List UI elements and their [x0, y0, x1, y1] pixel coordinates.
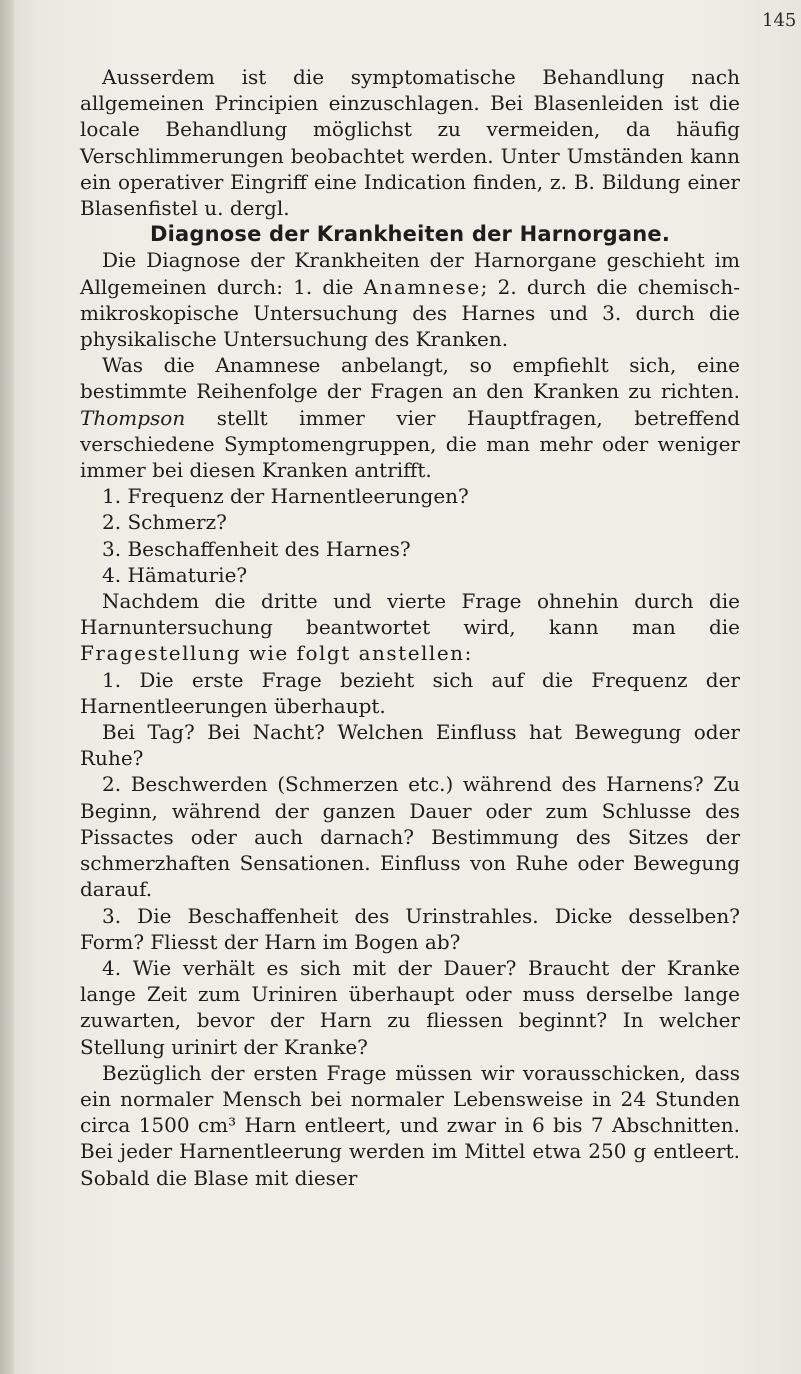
setup-text-start: Nachdem die dritte und vierte Frage ohnehin durch die Harnuntersuchung beantwortet wird, kann man die	[80, 589, 740, 640]
author-name: Thompson	[80, 405, 186, 430]
question-1-paragraph: 1. Die erste Frage bezieht sich auf die Frequenz der Harnentleerungen überhaupt.	[80, 667, 740, 718]
question-list-item: 4. Hämaturie?	[102, 562, 248, 587]
page-body	[80, 64, 740, 1191]
question-3-paragraph: 3. Die Beschaffenheit des Urinstrahles. Dicke desselben? Form? Fliesst der Harn im Bogen ab?	[80, 903, 740, 954]
intro-paragraph: Ausserdem ist die symptomatische Behandlung nach allgemeinen Principien einzuschlagen. Bei Blasenleiden ist die locale Behandlung möglichst zu vermeiden, da häufig Verschlimmerungen beobachtet werden. Unter Umständen kann ein operativer Eingriff eine Indication finden, z. B. Bildung einer Blasenfistel u. dergl.	[80, 65, 740, 221]
diagnosis-text-start: Die Diagnose der Krankheiten der Harnorgane geschieht im Allgemeinen durch: 1. die	[80, 248, 740, 299]
question-2-paragraph: 2. Beschwerden (Schmerzen etc.) während des Harnens? Zu Beginn, während der ganzen Dauer oder zum Schlusse des Pissactes oder auch darnach? Bestimmung des Sitzes der schmerzhaften Sensationen. Einfluss von Ruhe oder Bewegung darauf.	[80, 772, 740, 902]
anamnesis-text-start: Was die Anamnese anbelangt, so empfiehlt sich, eine bestimmte Reihenfolge der Fragen an den Kranken zu richten.	[80, 353, 740, 404]
frequency-paragraph: Bezüglich der ersten Frage müssen wir vorausschicken, dass ein normaler Mensch bei normaler Lebensweise in 24 Stunden circa 1500 cm³ Harn entleert, und zwar in 6 bis 7 Abschnitten. Bei jeder Harnentleerung werden im Mittel etwa 250 g entleert. Sobald die Blase mit dieser	[80, 1060, 740, 1190]
question-1-detail: Bei Tag? Bei Nacht? Welchen Einfluss hat Bewegung oder Ruhe?	[80, 720, 740, 771]
anamnese-spaced-word: Anamnese	[363, 274, 481, 299]
page-number: 145	[762, 10, 797, 31]
section-heading: Diagnose der Krankheiten der Harnorgane.	[149, 222, 670, 247]
anamnesis-text-end: stellt immer vier Hauptfragen, betreffend verschiedene Symptomengruppen, die man mehr oder weniger immer bei diesen Kranken antrifft.	[80, 405, 740, 483]
question-setup-paragraph	[80, 588, 740, 667]
question-4-paragraph: 4. Wie verhält es sich mit der Dauer? Braucht der Kranke lange Zeit zum Uriniren überhaupt oder muss derselbe lange zuwarten, bevor der Harn zu fliessen beginnt? In welcher Stellung urinirt der Kranke?	[80, 955, 740, 1059]
setup-spaced-phrase: Fragestellung wie folgt anstellen	[80, 641, 465, 666]
diagnosis-paragraph	[80, 247, 740, 352]
page-gutter-shadow	[0, 0, 14, 1374]
question-list-item: 1. Frequenz der Harnentleerungen?	[102, 484, 469, 509]
setup-text-end: :	[464, 641, 472, 666]
question-list-item: 2. Schmerz?	[102, 510, 227, 535]
question-list-item: 3. Beschaffenheit des Harnes?	[102, 536, 411, 561]
anamnesis-paragraph	[80, 352, 740, 483]
diagnosis-text-end: ; 2. durch die chemisch-mikroskopische Untersuchung des Harnes und 3. durch die physikalische Untersuchung des Kranken.	[80, 274, 740, 352]
